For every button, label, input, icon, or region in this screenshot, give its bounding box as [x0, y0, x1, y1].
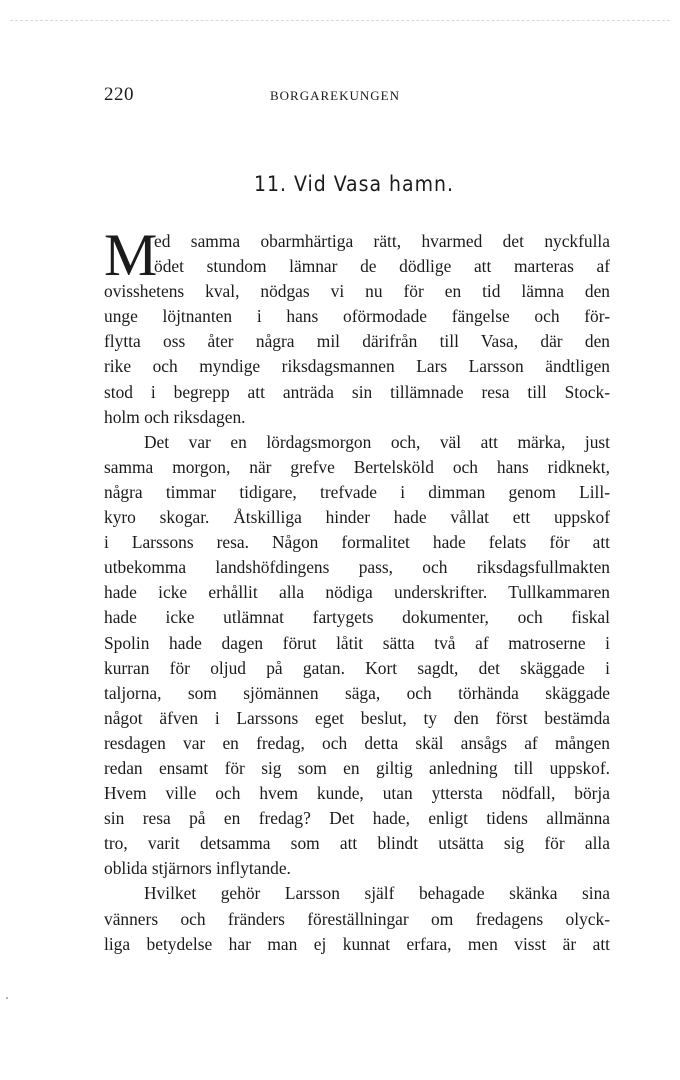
text-line: ed samma obarmhärtiga rätt, hvarmed det nyckfulla: [154, 231, 610, 251]
text-line: liga betydelse har man ej kunnat erfara, men visst är att: [104, 933, 610, 954]
text-line: Hvilket gehör Larsson själf behagade skänka sina: [144, 883, 610, 904]
text-line: Det var en lördagsmorgon och, väl att märka, just: [144, 431, 610, 452]
body-text: [104, 222, 610, 957]
text-line: kurran för oljud på gatan. Kort sagdt, det skäggade i: [104, 657, 610, 678]
running-head: BORGAREKUNGEN: [270, 88, 400, 103]
text-line: Hvem ville och hvem kunde, utan yttersta nödfall, börja: [104, 783, 610, 804]
text-line: kyro skogar. Åtskilliga hinder hade vållat ett uppskof: [104, 507, 610, 528]
chapter-title: 11. Vid Vasa hamn.: [254, 172, 454, 196]
text-line: hade icke utlämnat fartygets dokumenter, och fiskal: [104, 607, 610, 628]
text-line: rike och myndige riksdagsmannen Lars Larsson ändtligen: [104, 356, 610, 377]
text-line: vänners och fränders föreställningar om fredagens olyck-: [104, 908, 610, 929]
text-line: holm och riksdagen.: [104, 406, 246, 427]
text-line: flytta oss åter några mil därifrån till Vasa, där den: [104, 331, 610, 352]
text-line: stod i begrepp att anträda sin tillämnade resa till Stock-: [104, 381, 610, 402]
scan-edge-line: [10, 20, 670, 21]
text-line: Spolin hade dagen förut låtit sätta två af matroserne i: [104, 632, 610, 653]
text-line: sin resa på en fredag? Det hade, enligt tidens allmänna: [104, 808, 610, 829]
text-line: utbekomma landshöfdingens pass, och riksdagsfullmakten: [104, 557, 610, 578]
text-line: ödet stundom lämnar de dödlige att marteras af: [154, 256, 610, 277]
text-line: hade icke erhållit alla nödiga underskrifter. Tullkammaren: [104, 582, 610, 603]
text-line: något äfven i Larssons eget beslut, ty den först bestämda: [104, 707, 610, 728]
text-line: redan ensamt för sig som en giltig anledning till uppskof.: [104, 757, 610, 778]
scan-speck: [6, 997, 8, 999]
text-line: samma morgon, när grefve Bertelsköld och hans ridknekt,: [104, 456, 610, 477]
page-number: 220: [104, 84, 134, 105]
text-line: ovisshetens kval, nödgas vi nu för en tid lämna den: [104, 281, 610, 302]
text-line: i Larssons resa. Någon formalitet hade felats för att: [104, 532, 610, 553]
text-line: unge löjtnanten i hans oförmodade fängelse och för-: [104, 306, 610, 327]
text-line: några timmar tidigare, trefvade i dimman genom Lill-: [104, 481, 610, 502]
text-line: tro, varit detsamma som att blindt utsätta sig för alla: [104, 833, 610, 854]
text-line: taljorna, som sjömännen säga, och törhända skäggade: [104, 682, 610, 703]
drop-cap: M: [104, 222, 158, 288]
text-line: oblida stjärnors inflytande.: [104, 858, 291, 879]
text-line: resdagen var en fredag, och detta skäl ansågs af mången: [104, 732, 610, 753]
